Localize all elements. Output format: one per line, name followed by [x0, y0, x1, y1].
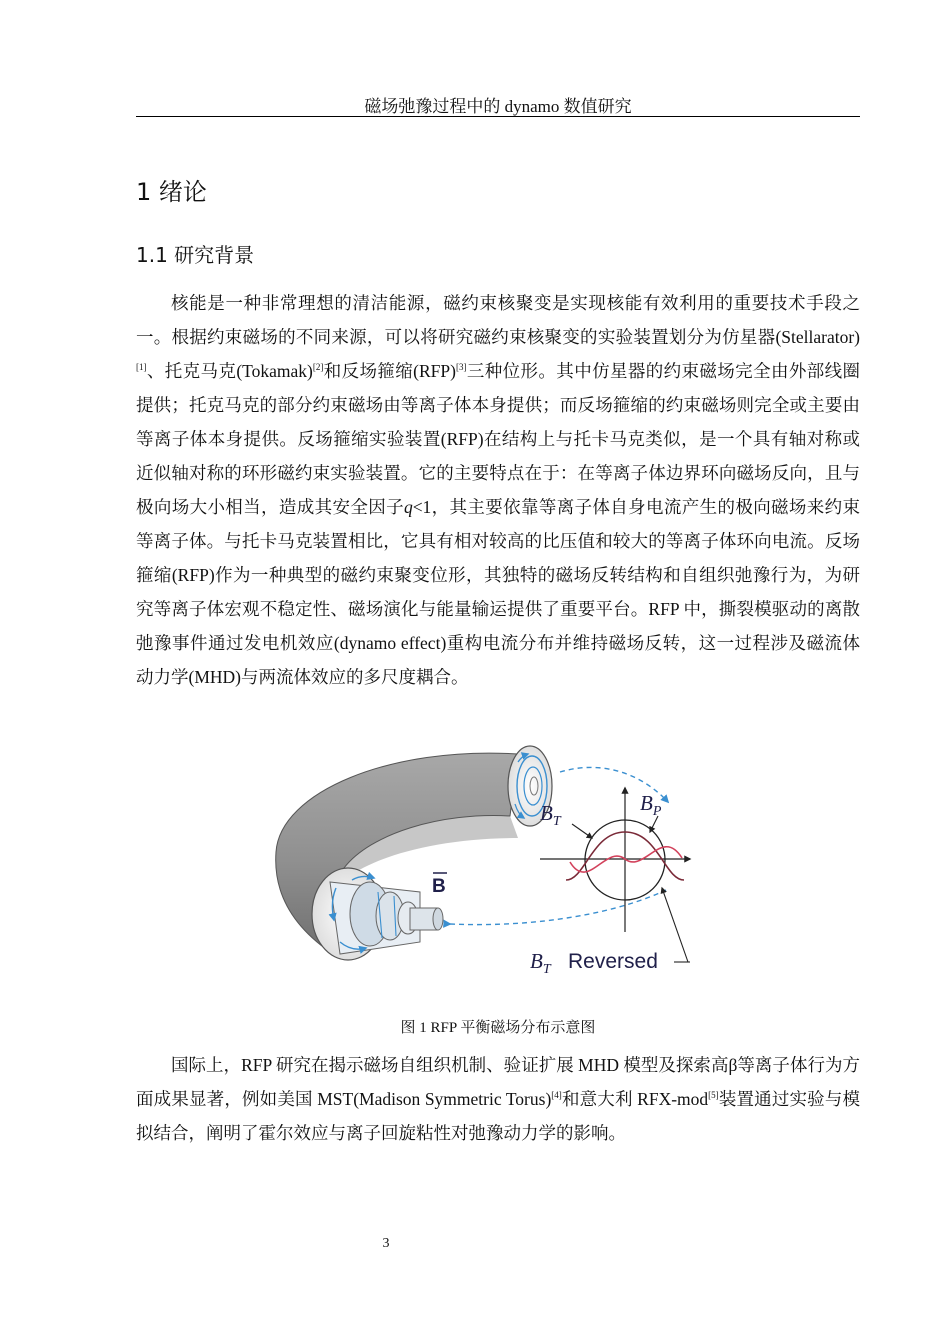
chapter-title: 1 绪论: [136, 178, 207, 206]
b-vector-label: B: [432, 876, 446, 897]
bt-reversed-label: $B_T$: [530, 949, 551, 977]
dashed-connector-bottom: [450, 890, 666, 925]
paragraph-international: [136, 1048, 860, 1150]
para2-text-2: 和意大利 RFX-mod: [561, 1089, 709, 1109]
para1-text-1: 核能是一种非常理想的清洁能源，磁约束核聚变是实现核能有效利用的重要技术手段之一。根据约束磁场的不同来源，可以将研究磁约束核聚变的实验装置划分为仿星器(Stellarator): [136, 293, 860, 347]
reversed-text: Reversed: [568, 950, 658, 973]
para1-text-3: 和反场箍缩(RFP): [323, 361, 456, 381]
section-title: 1.1 研究背景: [136, 243, 255, 267]
bt-label: $B_T$: [540, 801, 561, 829]
citation-5[interactable]: [5]: [708, 1090, 719, 1101]
bp-label: $B_P$: [640, 791, 662, 819]
citation-3[interactable]: [3]: [455, 362, 467, 373]
citation-4[interactable]: [4]: [551, 1090, 562, 1101]
safety-factor-symbol: q: [403, 497, 413, 517]
citation-1[interactable]: [1]: [136, 362, 147, 373]
header-rule: [136, 116, 860, 117]
para1-text-4: 三种位形。其中仿星器的约束磁场完全由外部线圈提供；托克马克的部分约束磁场由等离子体本身提供；而反场箍缩的约束磁场则完全或主要由等离子体本身提供。反场箍缩实验装置(RFP)在结构上与托卡马克类似，是一个具有轴对称或近似轴对称的环形磁约束实验装置。它的主要特点在于：在等离子体边界环向磁场反向，且与极向场大小相当，造成其安全因子: [136, 361, 861, 517]
figure-caption: 图 1 RFP 平衡磁场分布示意图: [400, 1020, 596, 1036]
para1-text-2: 、托克马克(Tokamak): [146, 361, 313, 381]
citation-2[interactable]: [2]: [312, 362, 324, 373]
safety-factor-relation: <1: [412, 497, 432, 517]
para1-text-5: ，其主要依靠等离子体自身电流产生的极向磁场来约束等离子体。与托卡马克装置相比，它具有相对较高的比压值和较大的等离子体环向电流。反场箍缩(RFP)作为一种典型的磁约束聚变位形，其独特的磁场反转结构和自组织弛豫行为，为研究等离子体宏观不稳定性、磁场演化与能量输运提供了重要平台。RFP 中，撕裂模驱动的离散弛豫事件通过发电机效应(dynamo effect)重构电流分布并维持磁场反转，这一过程涉及磁流体动力学(MHD)与两流体效应的多尺度耦合。: [136, 497, 861, 687]
running-header: 磁场弛豫过程中的 dynamo 数值研究: [364, 97, 632, 116]
page-number: 3: [382, 1236, 390, 1251]
para2-text-1: 国际上，RFP 研究在揭示磁场自组织机制、验证扩展 MHD 模型及探索高β等离子体行为方面成果显著，例如美国 MST(Madison Symmetric Torus): [136, 1055, 860, 1109]
rfp-field-figure: [270, 742, 700, 982]
paragraph-intro: [136, 286, 860, 694]
para2-text-3: 装置通过实验与模拟结合，阐明了霍尔效应与离子回旋粘性对弛豫动力学的影响。: [136, 1089, 860, 1143]
